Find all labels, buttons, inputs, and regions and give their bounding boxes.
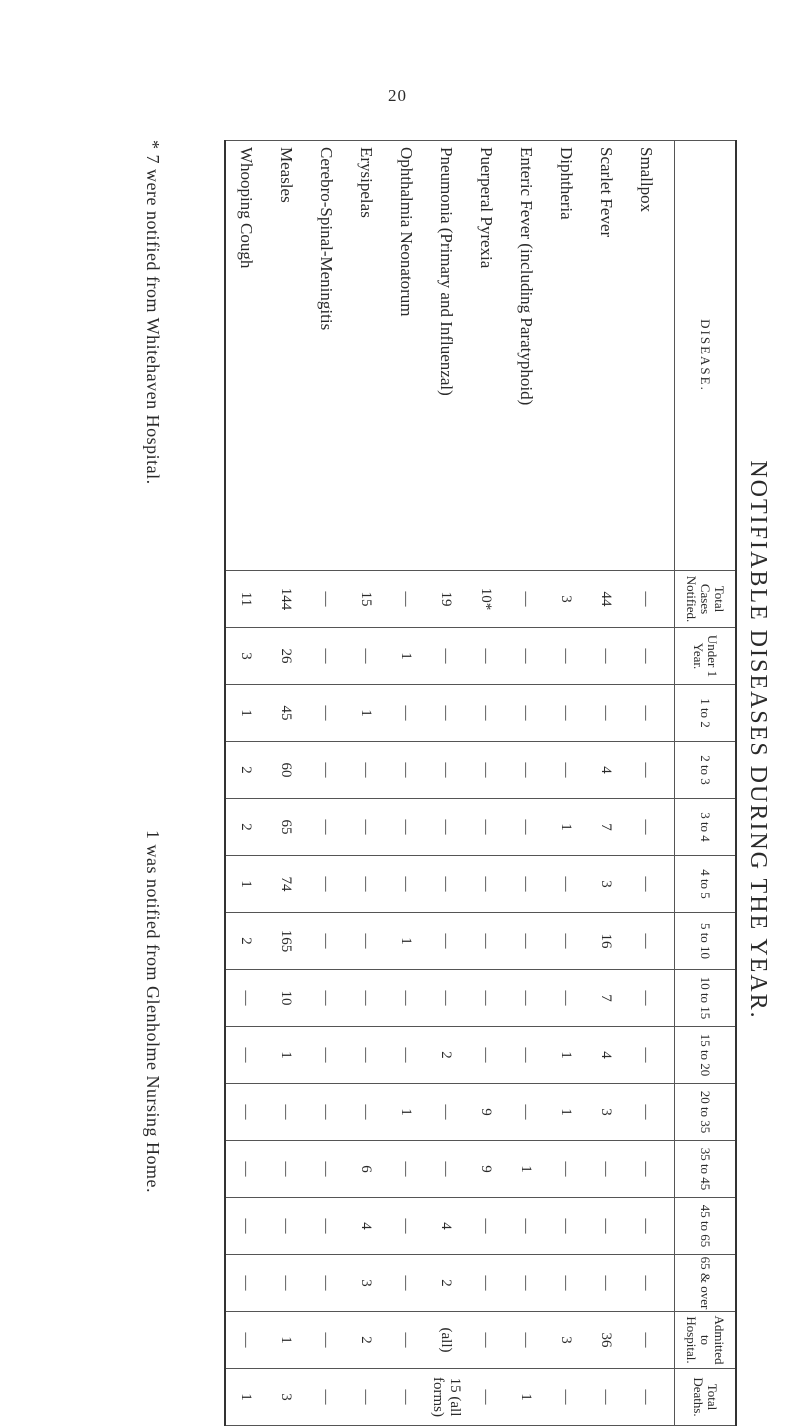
cell-deaths: 3	[266, 1369, 306, 1426]
cell-a20: 3	[586, 1084, 626, 1141]
cell-a3: —	[386, 799, 426, 856]
cell-a10: —	[225, 970, 266, 1027]
notifiable-diseases-table	[224, 140, 737, 1426]
cell-a20: —	[426, 1084, 466, 1141]
cell-a5: 2	[225, 913, 266, 970]
cell-a20: —	[306, 1084, 346, 1141]
cell-a35: —	[266, 1141, 306, 1198]
cell-u1: 1	[386, 628, 426, 685]
disease-name-cell: Erysipelas	[346, 141, 386, 571]
cell-admitted: 36	[586, 1312, 626, 1369]
cell-deaths: —	[306, 1369, 346, 1426]
cell-total: —	[506, 571, 546, 628]
cell-a45: —	[266, 1198, 306, 1255]
header-under-1: Under 1 Year.	[675, 628, 737, 685]
table-row	[266, 141, 306, 1426]
cell-a15: —	[626, 1027, 675, 1084]
cell-a3: 7	[586, 799, 626, 856]
cell-a2: —	[306, 742, 346, 799]
cell-deaths: —	[546, 1369, 586, 1426]
table-row	[506, 141, 546, 1426]
cell-a4: —	[466, 856, 506, 913]
cell-a15: —	[306, 1027, 346, 1084]
disease-name-cell: Puerperal Pyrexia	[466, 141, 506, 571]
header-age-4-5: 4 to 5	[675, 856, 737, 913]
cell-a1: 1	[225, 685, 266, 742]
cell-a3: —	[466, 799, 506, 856]
table-header-row	[675, 141, 737, 1426]
cell-a1: 45	[266, 685, 306, 742]
header-deaths: Total Deaths.	[675, 1369, 737, 1426]
table-row	[306, 141, 346, 1426]
cell-a15: 1	[546, 1027, 586, 1084]
cell-a4: 1	[225, 856, 266, 913]
cell-a3: —	[306, 799, 346, 856]
cell-a20: —	[626, 1084, 675, 1141]
cell-a35: 6	[346, 1141, 386, 1198]
cell-a65: —	[466, 1255, 506, 1312]
cell-a65: —	[386, 1255, 426, 1312]
header-age-10-15: 10 to 15	[675, 970, 737, 1027]
table-row	[466, 141, 506, 1426]
cell-a2: —	[466, 742, 506, 799]
cell-a3: —	[426, 799, 466, 856]
cell-total: 10*	[466, 571, 506, 628]
header-age-35-45: 35 to 45	[675, 1141, 737, 1198]
cell-deaths: 1	[225, 1369, 266, 1426]
cell-a45: 4	[426, 1198, 466, 1255]
cell-a65: —	[306, 1255, 346, 1312]
cell-a2: —	[546, 742, 586, 799]
cell-u1: —	[306, 628, 346, 685]
cell-a35: —	[546, 1141, 586, 1198]
cell-a2: 2	[225, 742, 266, 799]
cell-a3: 2	[225, 799, 266, 856]
cell-a4: —	[386, 856, 426, 913]
cell-a15: 1	[266, 1027, 306, 1084]
table-row	[546, 141, 586, 1426]
cell-a3: —	[626, 799, 675, 856]
cell-admitted: —	[386, 1312, 426, 1369]
cell-a4: —	[346, 856, 386, 913]
cell-a45: —	[506, 1198, 546, 1255]
cell-total: —	[306, 571, 346, 628]
cell-a20: 1	[386, 1084, 426, 1141]
cell-total: 44	[586, 571, 626, 628]
header-age-15-20: 15 to 20	[675, 1027, 737, 1084]
cell-a15: 4	[586, 1027, 626, 1084]
cell-a15: —	[506, 1027, 546, 1084]
cell-u1: —	[426, 628, 466, 685]
cell-admitted: —	[506, 1312, 546, 1369]
cell-a20: 9	[466, 1084, 506, 1141]
page-number: 20	[388, 86, 407, 105]
rotated-table-block	[135, 140, 775, 1417]
cell-a65: —	[586, 1255, 626, 1312]
header-age-1-2: 1 to 2	[675, 685, 737, 742]
cell-a3: —	[506, 799, 546, 856]
cell-a35: 9	[466, 1141, 506, 1198]
cell-a45: —	[466, 1198, 506, 1255]
disease-name-cell: Enteric Fever (including Paratyphoid)	[506, 141, 546, 571]
cell-a5: —	[466, 913, 506, 970]
header-age-2-3: 2 to 3	[675, 742, 737, 799]
cell-a20: 1	[546, 1084, 586, 1141]
cell-u1: 26	[266, 628, 306, 685]
cell-a35: —	[626, 1141, 675, 1198]
cell-a45: —	[386, 1198, 426, 1255]
cell-a4: —	[626, 856, 675, 913]
cell-a10: —	[306, 970, 346, 1027]
cell-a2: —	[426, 742, 466, 799]
cell-admitted: 2	[346, 1312, 386, 1369]
table-row	[586, 141, 626, 1426]
cell-a1: —	[426, 685, 466, 742]
cell-a35: —	[426, 1141, 466, 1198]
cell-u1: —	[586, 628, 626, 685]
disease-name-cell: Ophthalmia Neonatorum	[386, 141, 426, 571]
cell-a20: —	[266, 1084, 306, 1141]
cell-a3: —	[346, 799, 386, 856]
cell-a10: —	[386, 970, 426, 1027]
cell-a65: 3	[346, 1255, 386, 1312]
cell-a2: —	[386, 742, 426, 799]
cell-u1: —	[626, 628, 675, 685]
cell-deaths: —	[626, 1369, 675, 1426]
cell-a15: —	[225, 1027, 266, 1084]
disease-name-cell: Smallpox	[626, 141, 675, 571]
cell-a65: 2	[426, 1255, 466, 1312]
cell-u1: 3	[225, 628, 266, 685]
cell-a4: 74	[266, 856, 306, 913]
cell-a1: —	[546, 685, 586, 742]
cell-u1: —	[346, 628, 386, 685]
cell-a65: —	[546, 1255, 586, 1312]
footnote-whitehaven: * 7 were notified from Whitehaven Hospital.	[143, 140, 163, 485]
cell-a5: —	[506, 913, 546, 970]
table-row	[386, 141, 426, 1426]
cell-total: 3	[546, 571, 586, 628]
cell-deaths: 1	[506, 1369, 546, 1426]
cell-a20: —	[225, 1084, 266, 1141]
header-total-cases: Total Cases Notified.	[675, 571, 737, 628]
disease-name-cell: Scarlet Fever	[586, 141, 626, 571]
cell-a35: —	[386, 1141, 426, 1198]
cell-deaths: —	[386, 1369, 426, 1426]
cell-a20: —	[346, 1084, 386, 1141]
cell-admitted: 3	[546, 1312, 586, 1369]
cell-a65: —	[266, 1255, 306, 1312]
cell-total: —	[386, 571, 426, 628]
cell-a10: 7	[586, 970, 626, 1027]
cell-a5: 16	[586, 913, 626, 970]
cell-a1: —	[586, 685, 626, 742]
cell-a2: 4	[586, 742, 626, 799]
cell-a10: 10	[266, 970, 306, 1027]
cell-u1: —	[466, 628, 506, 685]
cell-a1: —	[506, 685, 546, 742]
disease-name-cell: Diphtheria	[546, 141, 586, 571]
cell-a3: 1	[546, 799, 586, 856]
cell-a65: —	[225, 1255, 266, 1312]
header-age-20-35: 20 to 35	[675, 1084, 737, 1141]
cell-a4: —	[426, 856, 466, 913]
cell-total: —	[626, 571, 675, 628]
cell-a4: —	[506, 856, 546, 913]
cell-a35: 1	[506, 1141, 546, 1198]
disease-name-cell: Measles	[266, 141, 306, 571]
table-row	[426, 141, 466, 1426]
table-row	[626, 141, 675, 1426]
cell-deaths: 15 (all forms)	[426, 1369, 466, 1426]
cell-total: 11	[225, 571, 266, 628]
disease-name-cell: Cerebro-Spinal-Meningitis	[306, 141, 346, 571]
cell-a10: —	[626, 970, 675, 1027]
cell-total: 15	[346, 571, 386, 628]
cell-deaths: —	[586, 1369, 626, 1426]
header-age-65-over: 65 & over	[675, 1255, 737, 1312]
table-row	[346, 141, 386, 1426]
cell-a45: 4	[346, 1198, 386, 1255]
cell-a4: 3	[586, 856, 626, 913]
header-admitted: Admitted to Hospital.	[675, 1312, 737, 1369]
cell-a45: —	[306, 1198, 346, 1255]
cell-a10: —	[426, 970, 466, 1027]
disease-name-cell: Pneumonia (Primary and Influenzal)	[426, 141, 466, 571]
cell-admitted: —	[306, 1312, 346, 1369]
header-age-5-10: 5 to 10	[675, 913, 737, 970]
cell-a5: —	[426, 913, 466, 970]
cell-admitted: 1	[266, 1312, 306, 1369]
table-row	[225, 141, 266, 1426]
page-title: NOTIFIABLE DISEASES DURING THE YEAR.	[745, 460, 771, 1020]
cell-a2: —	[506, 742, 546, 799]
cell-admitted: —	[225, 1312, 266, 1369]
cell-a5: —	[306, 913, 346, 970]
cell-a5: 1	[386, 913, 426, 970]
cell-a45: —	[546, 1198, 586, 1255]
cell-a10: —	[466, 970, 506, 1027]
cell-a45: —	[586, 1198, 626, 1255]
cell-a15: —	[386, 1027, 426, 1084]
cell-a4: —	[306, 856, 346, 913]
cell-u1: —	[506, 628, 546, 685]
cell-a10: —	[506, 970, 546, 1027]
cell-a1: —	[386, 685, 426, 742]
cell-a3: 65	[266, 799, 306, 856]
cell-a1: —	[466, 685, 506, 742]
cell-total: 19	[426, 571, 466, 628]
cell-a15: —	[346, 1027, 386, 1084]
cell-a2: —	[346, 742, 386, 799]
cell-a1: —	[306, 685, 346, 742]
cell-a1: 1	[346, 685, 386, 742]
cell-admitted: —	[466, 1312, 506, 1369]
cell-a35: —	[306, 1141, 346, 1198]
cell-a5: 165	[266, 913, 306, 970]
cell-a5: —	[346, 913, 386, 970]
cell-a5: —	[546, 913, 586, 970]
cell-a15: —	[466, 1027, 506, 1084]
footnote-glenholme: 1 was notified from Glenholme Nursing Home.	[143, 830, 163, 1193]
cell-a10: —	[546, 970, 586, 1027]
header-age-45-65: 45 to 65	[675, 1198, 737, 1255]
cell-a4: —	[546, 856, 586, 913]
cell-a2: —	[626, 742, 675, 799]
cell-a10: —	[346, 970, 386, 1027]
cell-admitted: —	[626, 1312, 675, 1369]
cell-deaths: —	[346, 1369, 386, 1426]
cell-deaths: —	[466, 1369, 506, 1426]
cell-total: 144	[266, 571, 306, 628]
cell-u1: —	[546, 628, 586, 685]
cell-a15: 2	[426, 1027, 466, 1084]
table-body	[225, 141, 675, 1426]
cell-a35: —	[225, 1141, 266, 1198]
cell-a20: —	[506, 1084, 546, 1141]
cell-a65: —	[626, 1255, 675, 1312]
cell-a1: —	[626, 685, 675, 742]
cell-a35: —	[586, 1141, 626, 1198]
disease-name-cell: Whooping Cough	[225, 141, 266, 571]
cell-admitted: (all)	[426, 1312, 466, 1369]
cell-a45: —	[626, 1198, 675, 1255]
cell-a45: —	[225, 1198, 266, 1255]
cell-a2: 60	[266, 742, 306, 799]
header-age-3-4: 3 to 4	[675, 799, 737, 856]
header-disease: DISEASE.	[675, 141, 737, 571]
cell-a65: —	[506, 1255, 546, 1312]
cell-a5: —	[626, 913, 675, 970]
